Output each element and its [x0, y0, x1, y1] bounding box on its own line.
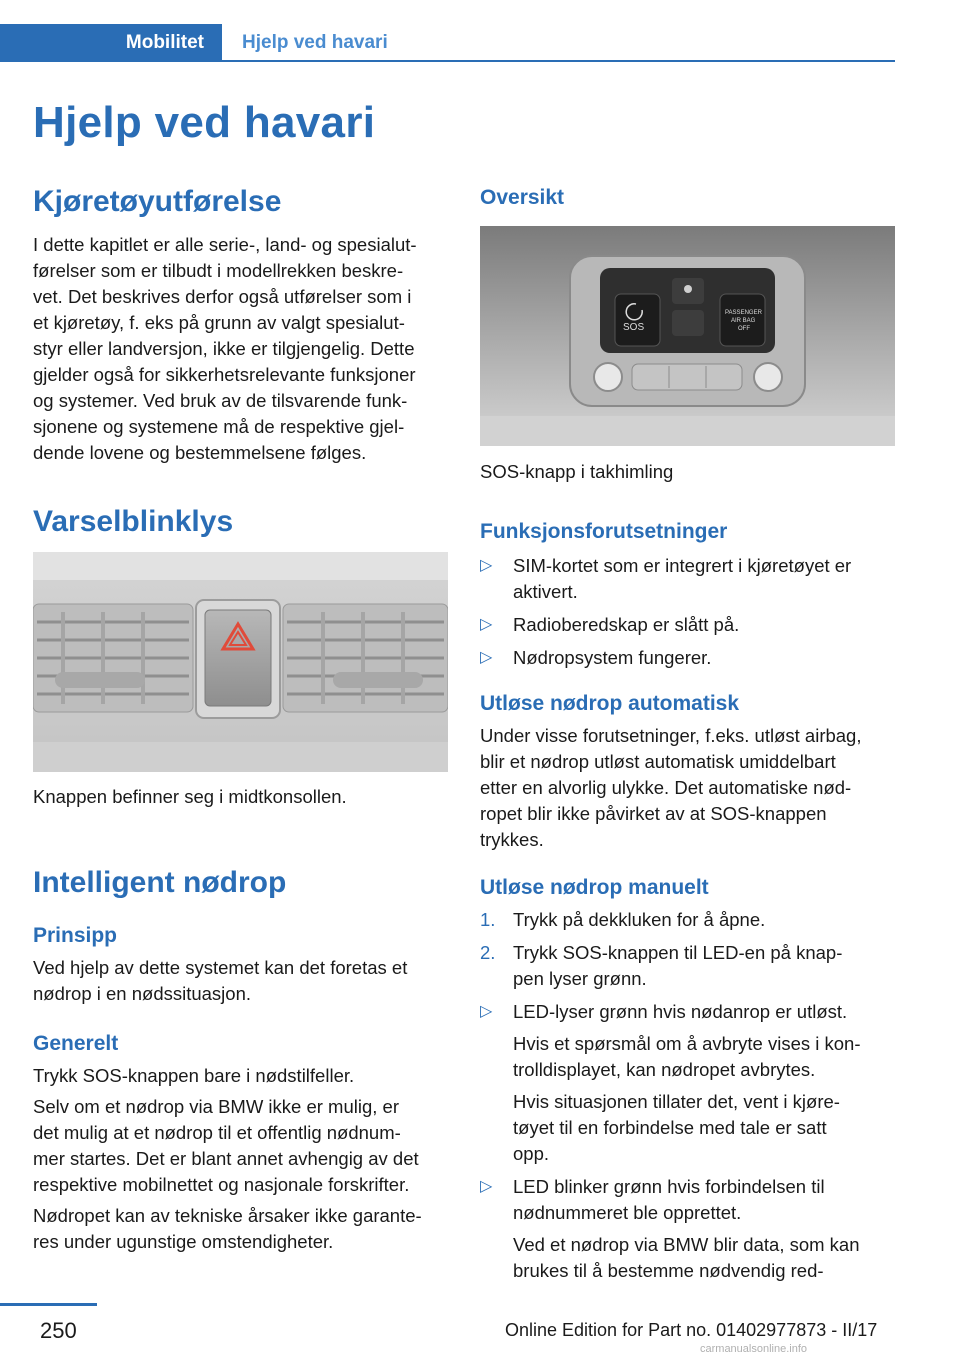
- caption-sos: SOS-knapp i takhimling: [480, 461, 674, 482]
- text-line: trolldisplayet, kan nødropet avbrytes.: [513, 1059, 816, 1080]
- text-line: LED-lyser grønn hvis nødanrop er utløst.: [513, 1001, 848, 1022]
- text-line: og systemer. Ved bruk av de tilsvarende funk‐: [33, 390, 408, 411]
- tab-mobilitet-label: Mobilitet: [125, 32, 204, 53]
- heading-oversikt: Oversikt: [480, 186, 565, 209]
- text-line: opp.: [513, 1143, 550, 1164]
- heading-prinsipp: Prinsipp: [33, 924, 118, 947]
- tab-hjelp-label: Hjelp ved havari: [242, 32, 388, 53]
- text-line: aktivert.: [513, 581, 578, 602]
- text-line: pen lyser grønn.: [513, 968, 647, 989]
- list-item: [480, 907, 895, 933]
- text-line: Trykk SOS-knappen til LED-en på knap‐: [513, 942, 843, 963]
- text-line: dende lovene og bestemmelsene følges.: [33, 442, 367, 463]
- text-line: res under ugunstige omstendigheter.: [33, 1231, 334, 1252]
- list-manuelt-numbered: [480, 907, 895, 1291]
- triangle-bullet-icon: ▷: [480, 557, 493, 574]
- list-item: [480, 553, 895, 605]
- paragraph-generelt-2: [33, 1094, 453, 1198]
- text-line: sjonene og systemene må de respektive gjel‐: [33, 416, 405, 437]
- edition-text: Online Edition for Part no. 01402977873 - II/17: [505, 1320, 878, 1340]
- tab-hjelp-ved-havari[interactable]: [222, 24, 422, 60]
- text-line: etter en alvorlig ulykke. Det automatiske nød‐: [480, 777, 852, 798]
- text-line: det mulig at et nødrop til et offentlig nødnum‐: [33, 1122, 401, 1143]
- text-line: Nødropsystem fungerer.: [513, 647, 712, 668]
- text-line: trykkes.: [480, 829, 544, 850]
- text-line: SIM-kortet som er integrert i kjøretøyet er: [513, 555, 852, 576]
- paragraph-generelt-3: [33, 1203, 453, 1255]
- text-line: Selv om et nødrop via BMW ikke er mulig, er: [33, 1096, 399, 1117]
- text-line: tøyet til en forbindelse med tale er satt: [513, 1117, 827, 1138]
- sub-paragraph: [513, 1232, 895, 1284]
- text-line: et kjøretøy, f. eks på grunn av valgt spesialut‐: [33, 312, 405, 333]
- list-item: [480, 612, 895, 638]
- text-line: respektive mobilnettet og nasjonale forskrifter.: [33, 1174, 410, 1195]
- off-label: OFF: [738, 326, 750, 332]
- watermark: carmanualsonline.info: [700, 1343, 808, 1355]
- page-title: Hjelp ved havari: [33, 98, 376, 147]
- heading-intelligent-nodrop: Intelligent nødrop: [33, 866, 287, 899]
- text-line: Ved hjelp av dette systemet kan det foretas et: [33, 957, 408, 978]
- heading-kjoretoyutforelse: Kjøretøyutførelse: [33, 185, 282, 218]
- paragraph-kjoretoyutforelse: [33, 232, 453, 466]
- hazard-switch-image: [33, 552, 448, 772]
- caption-hazard: Knappen befinner seg i midtkonsollen.: [33, 786, 347, 807]
- text-line: Hvis et spørsmål om å avbryte vises i kon‐: [513, 1033, 861, 1054]
- heading-automatisk: Utløse nødrop automatisk: [480, 692, 740, 715]
- header-rule: [222, 60, 895, 62]
- text-line: blir et nødrop utløst automatisk umiddelbart: [480, 751, 836, 772]
- text-line: Nødropet kan av tekniske årsaker ikke garante‐: [33, 1205, 422, 1226]
- triangle-bullet-icon: ▷: [480, 1178, 493, 1195]
- text-line: ropet blir ikke påvirket av at SOS-knappen: [480, 803, 827, 824]
- sos-button-image: [480, 226, 895, 446]
- list-item: [480, 645, 895, 671]
- paragraph-prinsipp: [33, 955, 453, 1007]
- text-line: mer startes. Det er blant annet avhengig av det: [33, 1148, 419, 1169]
- text-line: Trykk på dekkluken for å åpne.: [513, 909, 766, 930]
- text-line: styr eller landversjon, ikke er tilgjengelig. Dette: [33, 338, 415, 359]
- text-line: Under visse forutsetninger, f.eks. utløst airbag,: [480, 725, 862, 746]
- sub-paragraph: [513, 1031, 895, 1083]
- triangle-bullet-icon: ▷: [480, 1003, 493, 1020]
- text-line: førelser som er tilbudt i modellrekken beskre‐: [33, 260, 404, 281]
- text-line: Radioberedskap er slått på.: [513, 614, 740, 635]
- step-number: 1.: [480, 909, 496, 930]
- paragraph-generelt-1: Trykk SOS-knappen bare i nødstilfeller.: [33, 1065, 355, 1086]
- text-line: nødrop i en nødssituasjon.: [33, 983, 252, 1004]
- sos-label: SOS: [623, 322, 645, 333]
- passenger-label: PASSENGER: [725, 310, 762, 316]
- text-line: gjelder også for sikkerhetsrelevante funksjoner: [33, 364, 416, 385]
- list-item: [480, 940, 895, 992]
- roof-console-illustration: [480, 226, 895, 446]
- sub-paragraph: [513, 1089, 895, 1167]
- text-line: vet. Det beskrives derfor også utførelser som i: [33, 286, 412, 307]
- heading-manuelt: Utløse nødrop manuelt: [480, 876, 709, 899]
- list-item: [480, 1174, 895, 1284]
- text-line: nødnummeret ble opprettet.: [513, 1202, 742, 1223]
- heading-varselblinklys: Varselblinklys: [33, 505, 234, 538]
- text-line: Hvis situasjonen tillater det, vent i kjøre‐: [513, 1091, 840, 1112]
- text-line: Ved et nødrop via BMW blir data, som kan: [513, 1234, 860, 1255]
- header-tabbar: [0, 24, 895, 62]
- text-line: brukes til å bestemme nødvendig red‐: [513, 1260, 824, 1281]
- list-funksjonsforutsetninger: [480, 553, 895, 678]
- hazard-switch-illustration: [33, 552, 448, 772]
- triangle-bullet-icon: ▷: [480, 616, 493, 633]
- page-number: 250: [40, 1318, 77, 1343]
- text-line: I dette kapitlet er alle serie-, land- og spesialut‐: [33, 234, 417, 255]
- footer-rule: [0, 1303, 97, 1306]
- airbag-label: AIR BAG: [731, 318, 756, 324]
- list-item: [480, 999, 895, 1167]
- step-number: 2.: [480, 942, 496, 963]
- paragraph-automatisk: [480, 723, 900, 853]
- heading-funksjonsforutsetninger: Funksjonsforutsetninger: [480, 520, 728, 543]
- triangle-bullet-icon: ▷: [480, 649, 493, 666]
- tab-mobilitet[interactable]: [0, 24, 222, 62]
- text-line: LED blinker grønn hvis forbindelsen til: [513, 1176, 825, 1197]
- heading-generelt: Generelt: [33, 1032, 119, 1055]
